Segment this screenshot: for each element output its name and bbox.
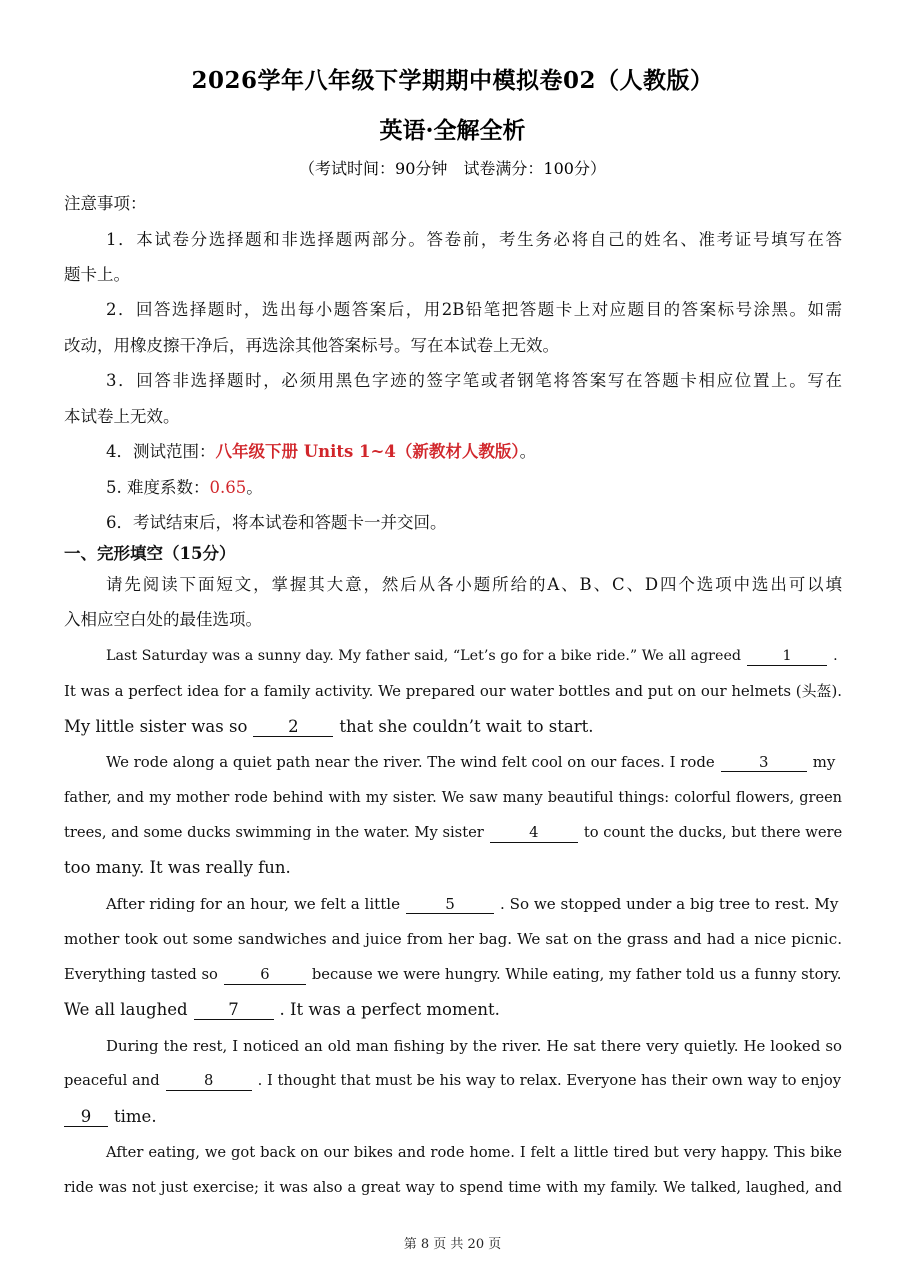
passage-text: peaceful and [64,1072,160,1089]
passage-text: We rode along a quiet path near the river. The wind felt cool on our faces. I rode [106,753,715,771]
passage-text: After riding for an hour, we felt a little [106,895,401,913]
passage-line [106,750,842,774]
page-number: 第 8 页 共 20 页 [403,1237,502,1252]
notice-item-5-end: 。 [246,478,263,497]
passage-line: During the rest, I noticed an old man fishing by the river. He sat there very quietly. He looked so [106,1037,842,1055]
passage-line: mother took out some sandwiches and juice from her bag. We sat on the grass and had a nice picnic. [64,930,842,948]
notice-item-3: 3．回答非选择题时，必须用黑色字迹的签字笔或者钢笔将答案写在答题卡相应位置上。写在 [106,371,842,390]
notice-item-4-end: 。 [519,442,537,461]
blank-2: 2 [253,718,333,737]
passage-text: time. [114,1107,157,1126]
passage-line [64,998,842,1022]
notice-item-5-label: 5. 难度系数： [106,478,210,497]
blank-3: 3 [721,753,807,772]
notice-item-2: 2．回答选择题时，选出每小题答案后，用2B铅笔把答题卡上对应题目的答案标号涂黑。如需 [106,300,842,319]
passage-text: trees, and some ducks swimming in the water. My sister [64,824,484,841]
passage-line: Last Saturday was a sunny day. My father said, “Let’s go for a bike ride.” We all agreed 1 . [106,648,838,664]
passage-text: We all laughed [64,1000,188,1019]
notice-item-2-cont: 改动，用橡皮擦干净后，再选涂其他答案标号。写在本试卷上无效。 [64,336,559,355]
passage-text: Everything tasted so [64,966,218,983]
passage-text: Last Saturday was a sunny day. My father said, “Let’s go for a bike ride.” We all agreed [106,648,742,664]
passage-text: . It was a perfect moment. [279,1000,500,1019]
notice-heading: 注意事项： [64,194,147,213]
section-instructions-cont: 入相应空白处的最佳选项。 [64,610,262,629]
passage-line [64,1069,842,1093]
notice-item-6: 6．考试结束后，将本试卷和答题卡一并交回。 [106,513,447,532]
blank-4: 4 [490,824,578,843]
passage-line [106,892,842,916]
notice-item-4 [106,440,842,464]
blank-5: 5 [406,895,494,914]
section-heading-cloze: 一、完形填空（15分） [64,544,236,563]
notice-item-1-cont: 题卡上。 [64,265,130,284]
blank-1: 1 [747,647,827,666]
section-instructions: 请先阅读下面短文，掌握其大意，然后从各小题所给的A、B、C、D四个选项中选出可以填 [106,575,842,594]
passage-line [64,1105,842,1129]
difficulty-value: 0.65 [209,478,247,497]
blank-9: 9 [64,1108,108,1127]
notice-item-5 [106,476,842,500]
notice-item-3-cont: 本试卷上无效。 [64,407,180,426]
passage-line: It was a perfect idea for a family activity. We prepared our water bottles and put on our helmets (头盔). [64,682,842,700]
blank-8: 8 [166,1072,252,1091]
passage-line [64,963,842,987]
passage-text: My little sister was so [64,717,248,736]
passage-text: that she couldn’t wait to start. [339,717,594,736]
notice-item-4-label: 4．测试范围： [106,442,216,461]
passage-line: ride was not just exercise; it was also a great way to spend time with my family. We talked, laughed, and [64,1180,842,1196]
passage-text: . So we stopped under a big tree to rest. My [500,895,839,913]
passage-text: . I thought that must be his way to relax. Everyone has their own way to enjoy [257,1072,842,1089]
passage-line [64,715,842,739]
passage-line: too many. It was really fun. [64,858,291,877]
blank-7: 7 [194,1001,274,1020]
exam-subtitle: 英语·全解全析 [379,117,526,144]
passage-text: because we were hungry. While eating, my father told us a funny story. [311,966,842,983]
blank-6: 6 [224,966,306,985]
passage-line: After eating, we got back on our bikes and rode home. I felt a little tired but very happy. This bike [106,1144,842,1161]
exam-info: （考试时间：90分钟 试卷满分：100分） [299,159,606,178]
passage-line [64,821,842,845]
passage-text: to count the ducks, but there were [583,824,843,841]
exam-title: 2026学年八年级下学期期中模拟卷02（人教版） [191,67,714,94]
notice-item-1: 1．本试卷分选择题和非选择题两部分。答卷前，考生务必将自己的姓名、准考证号填写在答 [106,230,842,249]
passage-line: father, and my mother rode behind with my sister. We saw many beautiful things: colorful flowers, green [64,790,842,806]
passage-text: my [812,753,836,771]
test-scope: 八年级下册 Units 1~4（新教材人教版） [215,442,520,461]
